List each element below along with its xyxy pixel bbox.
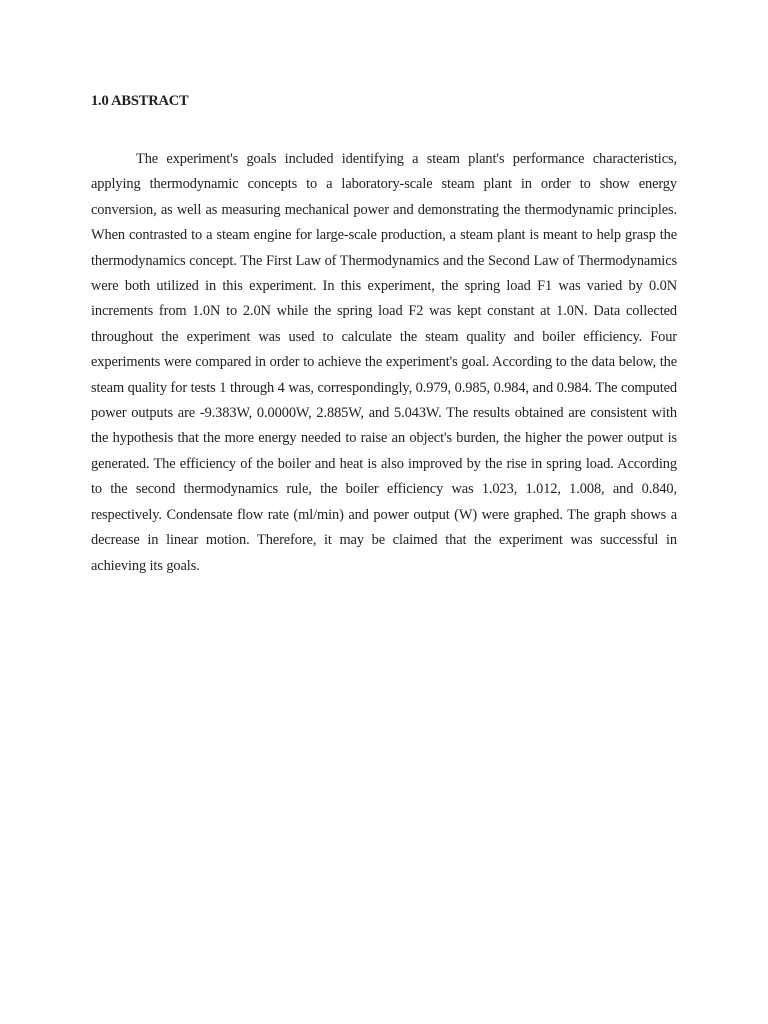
abstract-paragraph: The experiment's goals included identifying a steam plant's performance characteristics, applying thermodynamic concepts to a laboratory-scale steam plant in order to show energy conversion, as well as measuring mechanical power and demonstrating the thermodynamic principles. When contrasted to a steam engine for large-scale production, a steam plant is meant to help grasp the thermodynamics concept. The First Law of Thermodynamics and the Second Law of Thermodynamics were both utilized in this experiment. In this experiment, the spring load F1 was varied by 0.0N increments from 1.0N to 2.0N while the spring load F2 was kept constant at 1.0N. Data collected throughout the experiment was used to calculate the steam quality and boiler efficiency. Four experiments were compared in order to achieve the experiment's goal. According to the data below, the steam quality for tests 1 through 4 was, correspondingly, 0.979, 0.985, 0.984, and 0.984. The computed power outputs are -9.383W, 0.0000W, 2.885W, and 5.043W. The results obtained are consistent with the hypothesis that the more energy needed to raise an object's burden, the higher the power output is generated. The efficiency of the boiler and heat is also improved by the rise in spring load. According to the second thermodynamics rule, the boiler efficiency was 1.023, 1.012, 1.008, and 0.840, respectively. Condensate flow rate (ml/min) and power output (W) were graphed. The graph shows a decrease in linear motion. Therefore, it may be claimed that the experiment was successful in achieving its goals. xyxy=(91,151,677,574)
section-heading: 1.0 ABSTRACT xyxy=(91,93,189,109)
